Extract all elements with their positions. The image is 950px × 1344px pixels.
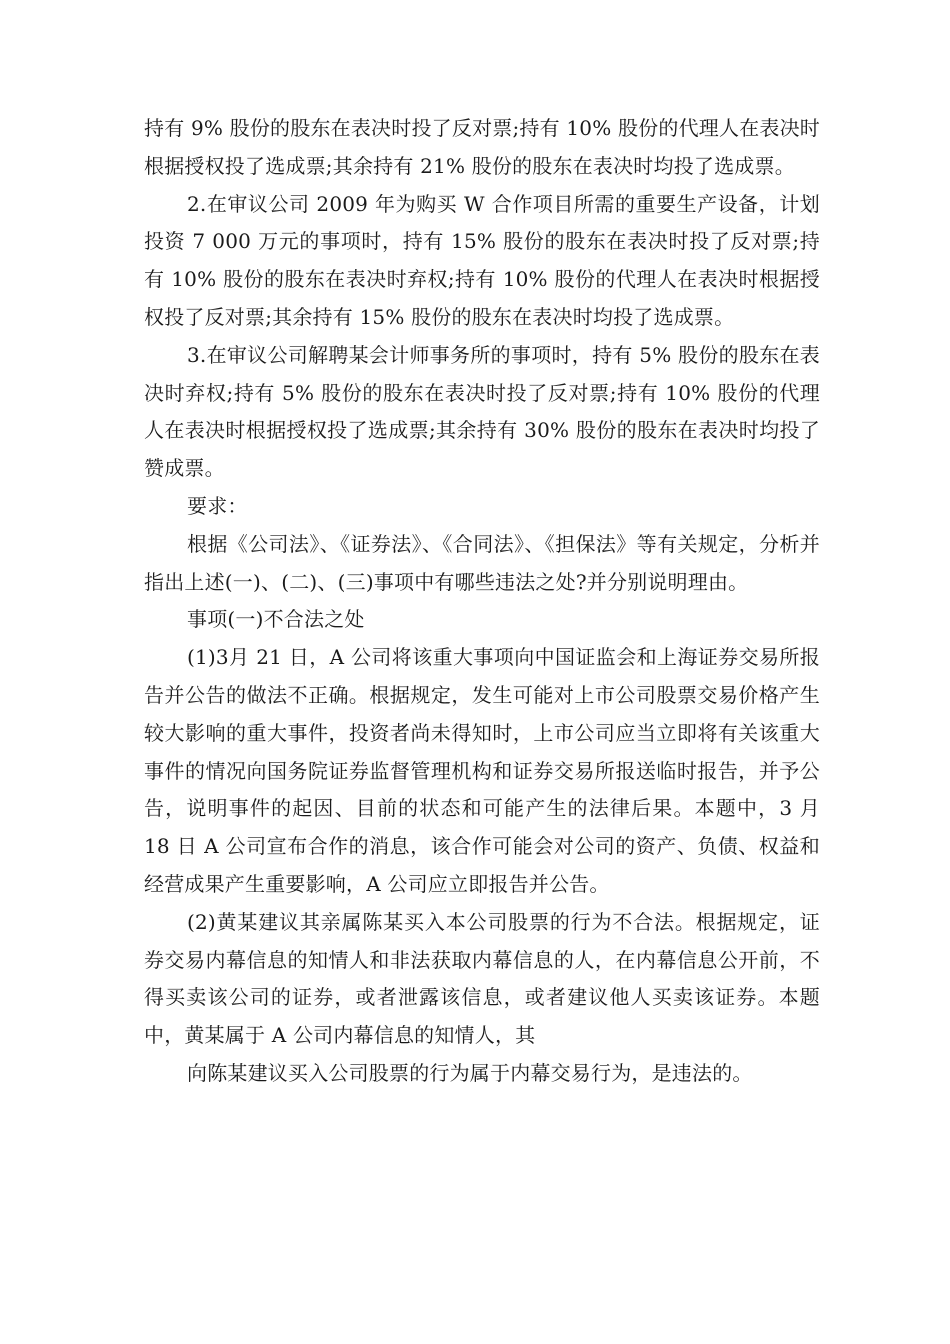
paragraph-issue-1-heading: 事项(一)不合法之处 [187, 607, 365, 632]
paragraph-requirement-heading: 要求： [187, 493, 248, 518]
paragraph-issue-1-conclusion: 向陈某建议买入公司股票的行为属于内幕交易行为，是违法的。 [187, 1060, 753, 1085]
paragraph-requirement: 根据《公司法》、《证券法》、《合同法》、《担保法》等有关规定，分析并指出上述(一)、(二)、(三)事项中有哪些违法之处?并分别说明理由。 [144, 531, 820, 594]
paragraph-issue-1-point-2: (2)黄某建议其亲属陈某买入本公司股票的行为不合法。根据规定，证券交易内幕信息的知情人和非法获取内幕信息的人，在内幕信息公开前，不得买卖该公司的证券，或者泄露该信息，或者建议他人买卖该证券。本题中，黄某属于 A 公司内幕信息的知情人，其 [144, 909, 820, 1048]
paragraph-item-2: 2.在审议公司 2009 年为购买 W 合作项目所需的重要生产设备，计划投资 7 000 万元的事项时，持有 15% 股份的股东在表决时投了反对票;持有 10% 股份的股东在表决时弃权;持有 10% 股份的代理人在表决时根据授权投了反对票;其余持有 15% 股份的股东在表决时均投了选成票。 [144, 191, 820, 329]
document-body [144, 110, 820, 1093]
paragraph-issue-1-point-1: (1)3月 21 日，A 公司将该重大事项向中国证监会和上海证券交易所报告并公告的做法不正确。根据规定，发生可能对上市公司股票交易价格产生较大影响的重大事件，投资者尚未得知时，上市公司应当立即将有关该重大事件的情况向国务院证券监督管理机构和证券交易所报送临时报告，并予公告，说明事件的起因、目前的状态和可能产生的法律后果。本题中，3 月 18 日 A 公司宣布合作的消息，该合作可能会对公司的资产、负债、权益和经营成果产生重要影响，A 公司应立即报告并公告。 [144, 645, 820, 896]
paragraph-vote-result-1: 持有 9% 股份的股东在表决时投了反对票;持有 10% 股份的代理人在表决时根据授权投了选成票;其余持有 21% 股份的股东在表决时均投了选成票。 [144, 116, 820, 178]
paragraph-item-3: 3.在审议公司解聘某会计师事务所的事项时，持有 5% 股份的股东在表决时弃权;持有 5% 股份的股东在表决时投了反对票;持有 10% 股份的代理人在表决时根据授权投了选成票;其余持有 30% 股份的股东在表决时均投了赞成票。 [144, 342, 820, 481]
